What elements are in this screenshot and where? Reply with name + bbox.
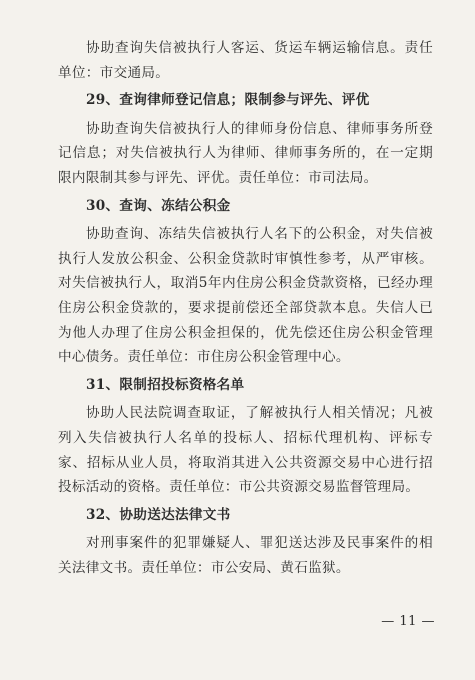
document-body <box>58 36 433 580</box>
paragraph-housing-fund: 协助查询、冻结失信被执行人名下的公积金，对失信被执行人发放公积金、公积金贷款时审慎性参考，从严审核。对失信被执行人，取消5年内住房公积金贷款资格，已经办理住房公积金贷款的，要求提前偿还全部贷款本息。失信人已为他人办理了住房公积金担保的，优先偿还住房公积金管理中心债务。责任单位：市住房公积金管理中心。 <box>58 226 433 366</box>
section-heading-31: 31、限制招投标资格名单 <box>86 376 245 393</box>
section-heading-32: 32、协助送达法律文书 <box>86 506 231 523</box>
paragraph-legal-documents: 对刑事案件的犯罪嫌疑人、罪犯送达涉及民事案件的相关法律文书。责任单位：市公安局、黄石监狱。 <box>58 535 433 576</box>
section-heading-30: 30、查询、冻结公积金 <box>86 197 231 214</box>
paragraph-vehicle-info: 协助查询失信被执行人客运、货运车辆运输信息。责任单位：市交通局。 <box>58 40 433 81</box>
paragraph-lawyer-info: 协助查询失信被执行人的律师身份信息、律师事务所登记信息；对失信被执行人为律师、律师事务所的，在一定期限内限制其参与评先、评优。责任单位：市司法局。 <box>58 120 433 186</box>
page-number: — 11 — <box>381 614 435 629</box>
paragraph-bidding: 协助人民法院调查取证，了解被执行人相关情况；凡被列入失信被执行人名单的投标人、招标代理机构、评标专家、招标从业人员，将取消其进入公共资源交易中心进行招投标活动的资格。责任单位：市公共资源交易监督管理局。 <box>58 405 433 496</box>
section-heading-29: 29、查询律师登记信息；限制参与评先、评优 <box>86 92 370 109</box>
